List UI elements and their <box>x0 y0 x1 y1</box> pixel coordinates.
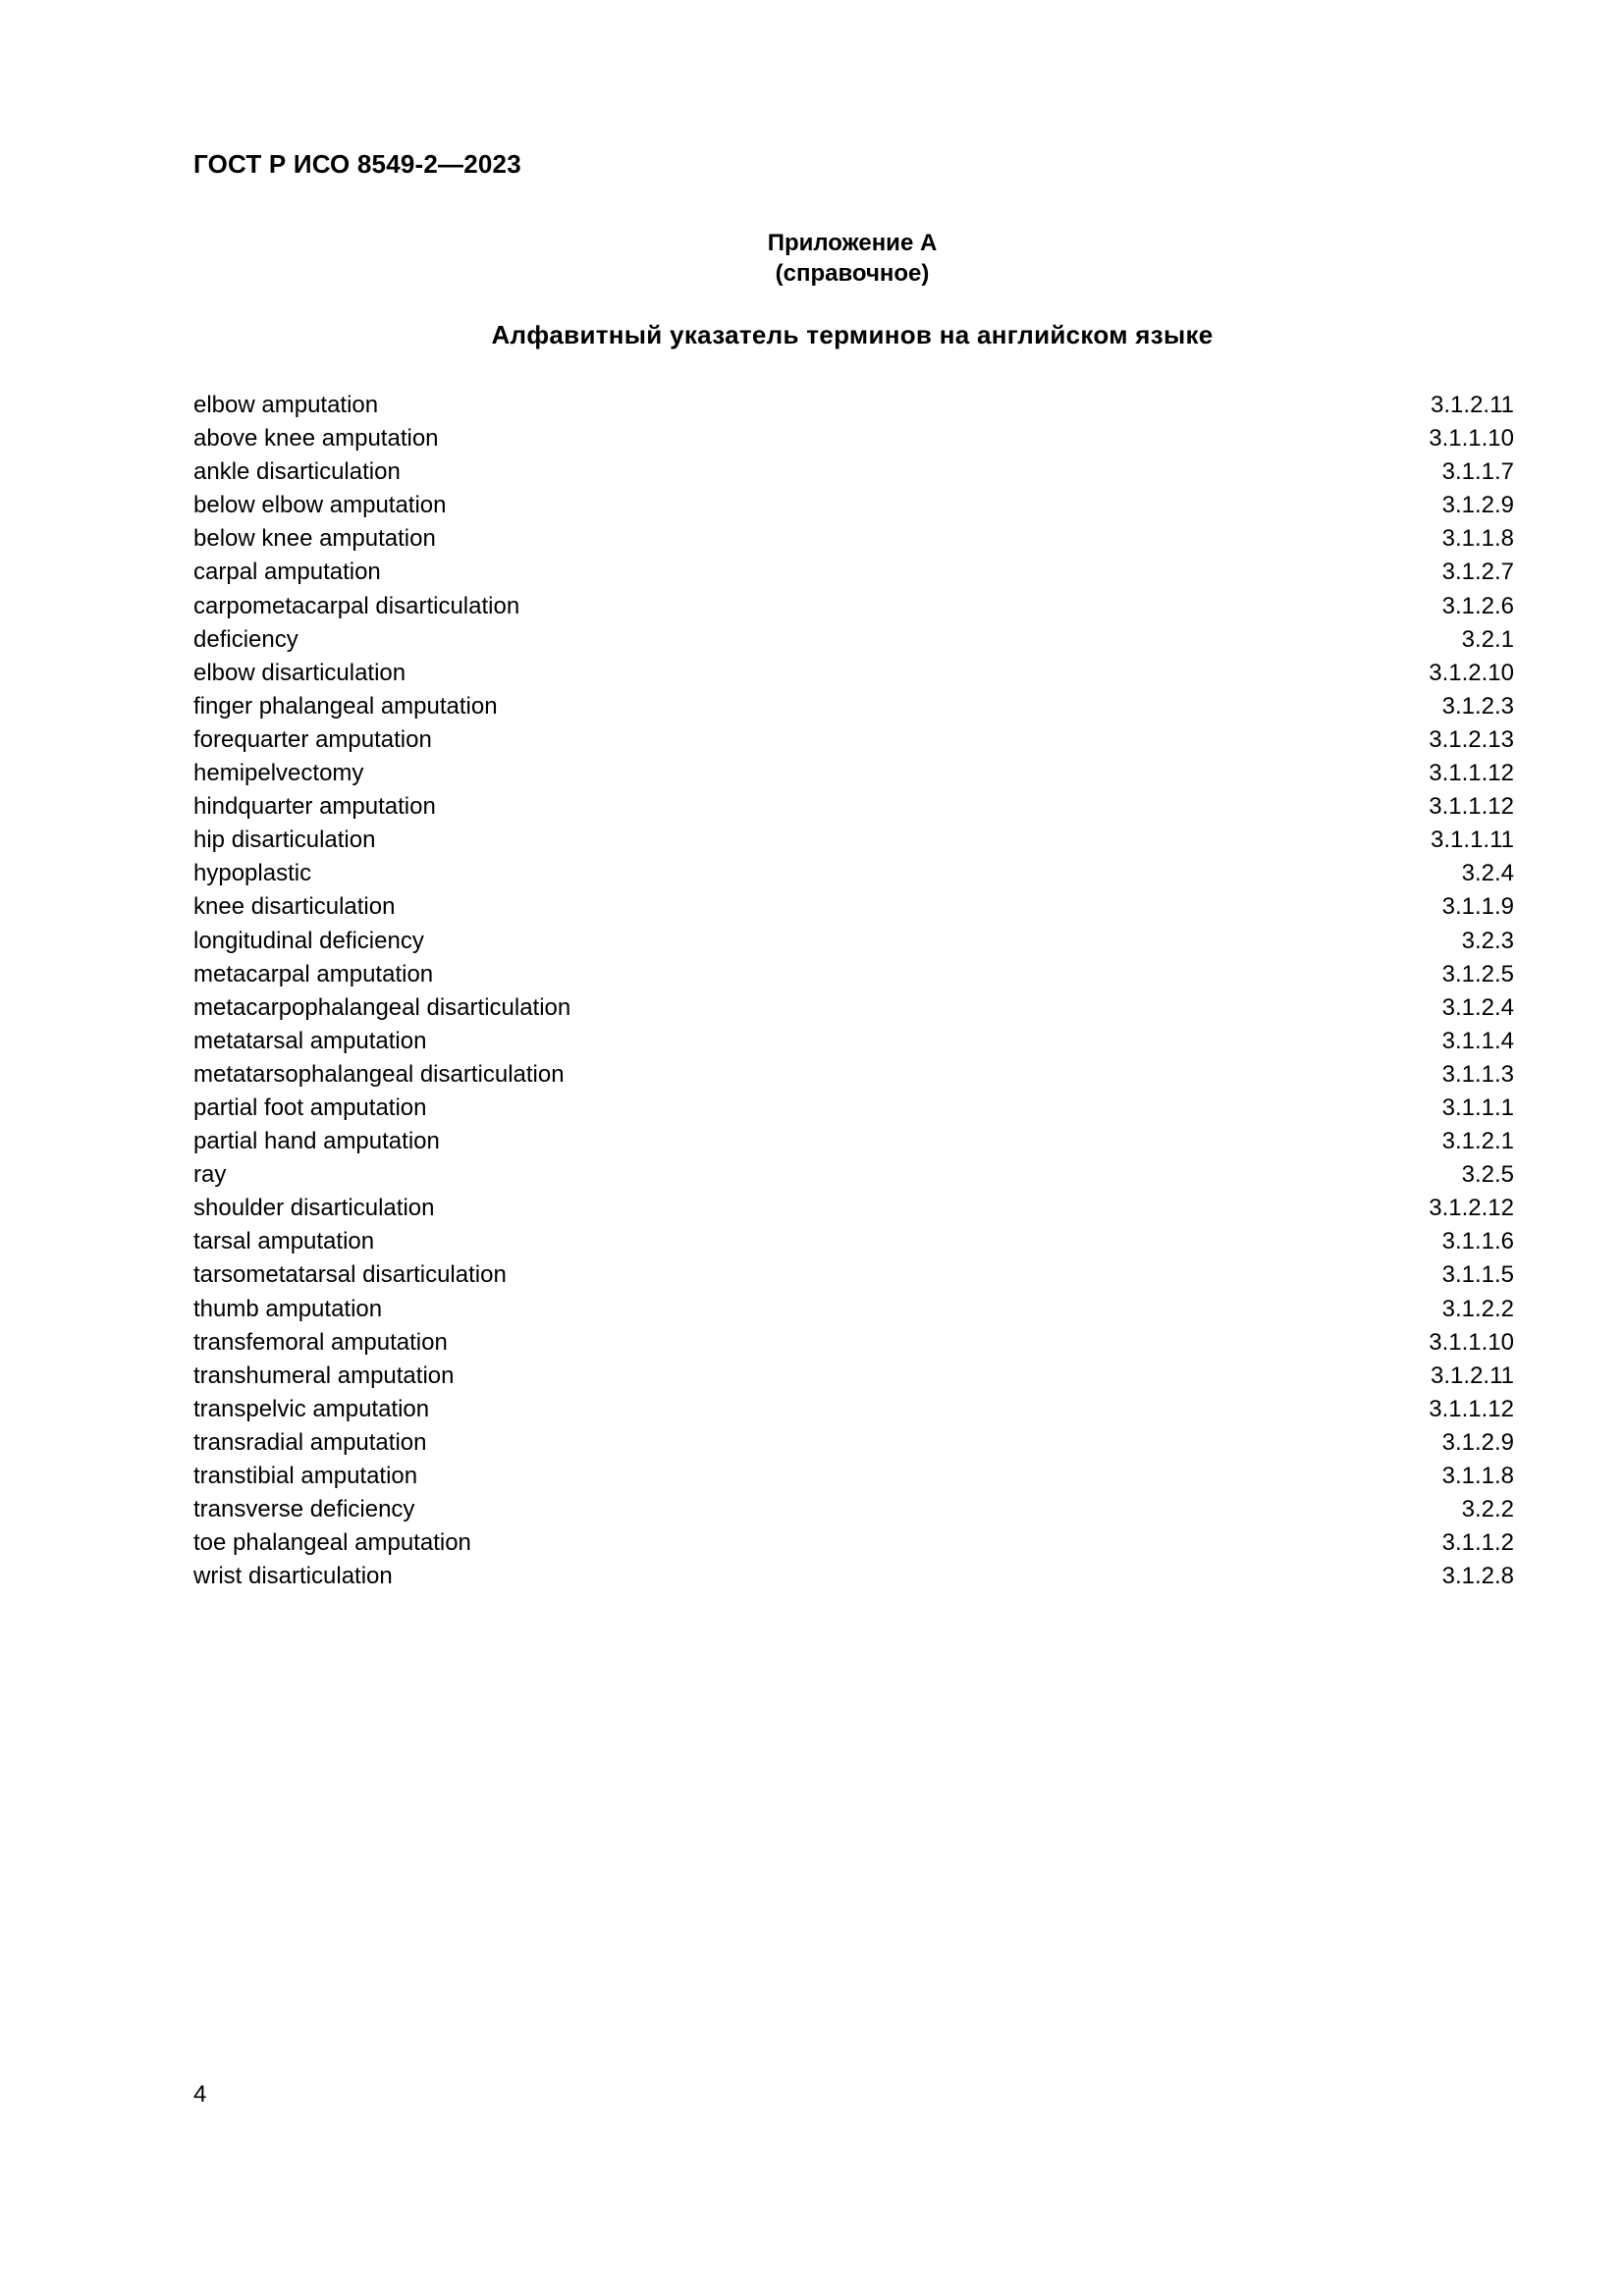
index-entry <box>193 389 1514 422</box>
index-reference: 3.1.1.4 <box>1441 1027 1514 1054</box>
index-reference: 3.1.1.8 <box>1441 525 1514 553</box>
index-reference: 3.1.2.8 <box>1441 1563 1514 1590</box>
index-entry <box>193 623 1514 657</box>
index-entry <box>193 455 1514 489</box>
index-reference: 3.1.2.5 <box>1441 960 1514 988</box>
index-entry <box>193 1526 1514 1560</box>
index-entry <box>193 522 1514 556</box>
index-reference: 3.1.1.8 <box>1441 1463 1514 1489</box>
index-entry <box>193 422 1514 455</box>
index-entry <box>193 757 1514 790</box>
index-entry <box>193 1326 1514 1360</box>
index-entry <box>193 890 1514 924</box>
index-reference: 3.1.2.13 <box>1429 725 1514 753</box>
index-reference: 3.1.1.12 <box>1429 793 1514 821</box>
index-entry <box>193 1493 1514 1526</box>
index-reference: 3.1.2.4 <box>1441 993 1514 1021</box>
index-entry <box>193 590 1514 623</box>
index-term: transtibial amputation <box>193 1463 418 1489</box>
index-term: knee disarticulation <box>193 893 396 921</box>
index-entry <box>193 723 1514 757</box>
index-term: shoulder disarticulation <box>193 1195 435 1222</box>
index-reference: 3.1.2.9 <box>1441 1428 1514 1456</box>
index-entry <box>193 991 1514 1025</box>
index-term: below elbow amputation <box>193 492 447 519</box>
index-term: finger phalangeal amputation <box>193 692 498 720</box>
index-entry <box>193 489 1514 522</box>
index-entry <box>193 857 1514 890</box>
index-term: longitudinal deficiency <box>193 927 424 954</box>
index-term: below knee amputation <box>193 525 436 553</box>
index-term: wrist disarticulation <box>193 1563 393 1590</box>
index-term: deficiency <box>193 625 298 653</box>
index-term: metatarsal amputation <box>193 1027 427 1054</box>
index-reference: 3.2.2 <box>1461 1496 1514 1523</box>
index-reference: 3.1.2.6 <box>1441 592 1514 619</box>
index-entry <box>193 1393 1514 1426</box>
index-reference: 3.1.1.12 <box>1429 760 1514 787</box>
index-entry <box>193 657 1514 690</box>
index-term: transradial amputation <box>193 1428 427 1456</box>
index-reference: 3.1.2.7 <box>1441 559 1514 586</box>
index-entry <box>193 1192 1514 1225</box>
index-term: tarsal amputation <box>193 1228 375 1255</box>
index-term: elbow amputation <box>193 392 379 418</box>
index-term: transverse deficiency <box>193 1496 415 1523</box>
index-term: metacarpophalangeal disarticulation <box>193 993 571 1021</box>
index-reference: 3.2.4 <box>1461 860 1514 887</box>
annex-title: Приложение А <box>767 230 938 256</box>
index-term: above knee amputation <box>193 425 439 453</box>
index-term: hip disarticulation <box>193 827 376 854</box>
index-entry <box>193 1158 1514 1192</box>
index-reference: 3.1.2.10 <box>1429 659 1514 686</box>
index-entry <box>193 790 1514 824</box>
index-reference: 3.1.1.9 <box>1441 893 1514 921</box>
index-reference: 3.1.1.1 <box>1441 1094 1514 1121</box>
index-entry <box>193 824 1514 857</box>
index-entry <box>193 1560 1514 1593</box>
index-reference: 3.1.1.6 <box>1441 1228 1514 1255</box>
index-reference: 3.2.5 <box>1461 1161 1514 1189</box>
index-entry <box>193 958 1514 991</box>
index-reference: 3.1.2.1 <box>1441 1128 1514 1155</box>
index-term: carpal amputation <box>193 559 381 586</box>
index-term: hindquarter amputation <box>193 793 436 821</box>
index-reference: 3.1.1.2 <box>1441 1529 1514 1557</box>
annex-status: (справочное) <box>775 260 930 287</box>
index-entry <box>193 1258 1514 1292</box>
index-entry <box>193 1058 1514 1092</box>
index-reference: 3.1.2.2 <box>1441 1295 1514 1322</box>
index-reference: 3.1.1.10 <box>1429 1328 1514 1356</box>
index-term: transpelvic amputation <box>193 1395 430 1422</box>
index-term: partial hand amputation <box>193 1128 440 1155</box>
index-reference: 3.1.1.12 <box>1429 1395 1514 1422</box>
index-term: hypoplastic <box>193 860 312 887</box>
document-code: ГОСТ Р ИСО 8549-2—2023 <box>193 149 521 179</box>
index-term: elbow disarticulation <box>193 659 406 686</box>
index-entry <box>193 1293 1514 1326</box>
index-reference: 3.1.2.3 <box>1441 692 1514 720</box>
index-reference: 3.1.2.11 <box>1431 392 1514 418</box>
index-entry <box>193 690 1514 723</box>
index-term: partial foot amputation <box>193 1094 427 1121</box>
index-reference: 3.1.1.11 <box>1431 827 1514 854</box>
index-reference: 3.2.1 <box>1461 625 1514 653</box>
index-reference: 3.1.2.12 <box>1429 1195 1514 1222</box>
index-reference: 3.1.1.5 <box>1441 1261 1514 1289</box>
index-entry <box>193 556 1514 589</box>
index-term: metatarsophalangeal disarticulation <box>193 1060 565 1088</box>
index-term: tarsometatarsal disarticulation <box>193 1261 507 1289</box>
index-entry <box>193 1426 1514 1460</box>
index-term: hemipelvectomy <box>193 760 364 787</box>
index-reference: 3.1.2.9 <box>1441 492 1514 519</box>
index-term: thumb amputation <box>193 1295 383 1322</box>
index-reference: 3.1.1.3 <box>1441 1060 1514 1088</box>
index-term: transhumeral amputation <box>193 1362 455 1389</box>
index-entry <box>193 1360 1514 1393</box>
index-heading: Алфавитный указатель терминов на английском языке <box>491 320 1214 349</box>
index-entry <box>193 1092 1514 1125</box>
index-entry <box>193 1460 1514 1493</box>
index-reference: 3.1.1.7 <box>1441 458 1514 486</box>
index-term: transfemoral amputation <box>193 1328 448 1356</box>
index-entry <box>193 1225 1514 1258</box>
page-number: 4 <box>193 2081 207 2108</box>
index-term: metacarpal amputation <box>193 960 434 988</box>
index-reference: 3.1.1.10 <box>1429 425 1514 453</box>
index-term: toe phalangeal amputation <box>193 1529 471 1557</box>
index-reference: 3.1.2.11 <box>1431 1362 1514 1389</box>
index-term: carpometacarpal disarticulation <box>193 592 520 619</box>
index-term: ray <box>193 1161 227 1189</box>
index-entry <box>193 1125 1514 1158</box>
index-term: forequarter amputation <box>193 725 432 753</box>
index-term: ankle disarticulation <box>193 458 401 486</box>
index-entry <box>193 925 1514 958</box>
index-reference: 3.2.3 <box>1461 927 1514 954</box>
term-index-list <box>193 389 1514 1593</box>
index-entry <box>193 1025 1514 1058</box>
annex-header <box>0 228 1624 289</box>
